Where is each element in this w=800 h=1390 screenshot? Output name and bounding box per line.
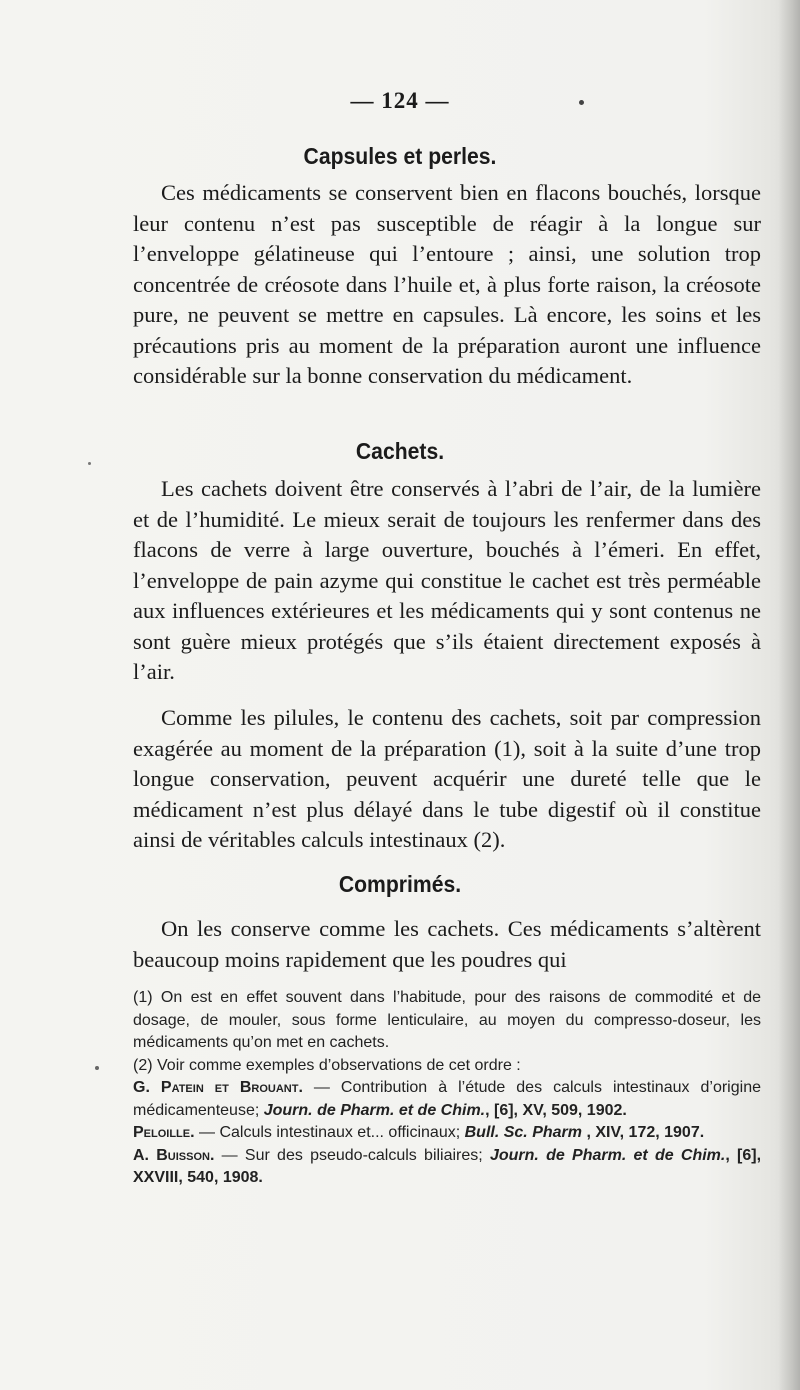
- page-number: — 124 —: [350, 88, 450, 113]
- section-heading-comprimes: Comprimés.: [338, 871, 462, 897]
- reference-journal: Bull. Sc. Pharm: [464, 1124, 582, 1141]
- reference-text: — Sur des pseudo-calculs biliaires;: [214, 1146, 490, 1164]
- reference-journal: Journ. de Pharm. et de Chim.: [263, 1101, 486, 1119]
- footnote-2: (2) Voir comme exemples d’observations de cet ordre :: [133, 1056, 521, 1074]
- reference-buisson: [133, 1145, 761, 1190]
- print-speck: [579, 100, 584, 105]
- reference-text: — Contribution à l’étude des calculs intestinaux d’origine médicamenteuse;: [133, 1079, 761, 1119]
- paragraph-comprimes: On les conserve comme les cachets. Ces médicaments s’altèrent beaucoup moins rapidement que les poudres qui: [133, 916, 761, 972]
- paragraph-cachets-1: Les cachets doivent être conservés à l’abri de l’air, de la lumière et de l’humidité. Le mieux serait de toujours les renfermer dans des flacons de verre à large ouverture, bouchés à l’émeri. En effet, l’enveloppe de pain azyme qui constitue le cachet est très perméable aux influences extérieures et les médicaments qui y sont contenus ne sont guère mieux protégés que s’ils étaient directement exposés à l’air.: [133, 476, 761, 684]
- reference-authors: Peloille.: [133, 1124, 195, 1141]
- footnote-1: (1) On est en effet souvent dans l’habitude, pour des raisons de commodité et de dosage, de mouler, sous forme lenticulaire, au moyen du compresso-doseur, les médicaments qu’on met en cachets.: [133, 989, 761, 1051]
- footnotes: [133, 987, 761, 1190]
- reference-patein: [133, 1077, 761, 1122]
- reference-journal: Journ. de Pharm. et de Chim.: [489, 1146, 726, 1164]
- reference-authors: A. Buisson.: [133, 1146, 215, 1164]
- reference-text: — Calculs intestinaux et... officinaux;: [194, 1124, 465, 1141]
- reference-authors: G. Patein et Brouant.: [133, 1079, 303, 1096]
- print-speck: [95, 1066, 99, 1070]
- section-heading-capsules: Capsules et perles.: [303, 143, 497, 169]
- page-edge-shadow: [778, 0, 800, 1390]
- paragraph-capsules: Ces médicaments se conservent bien en flacons bouchés, lorsque leur contenu n’est pas susceptible de réagir à la longue sur l’enveloppe gélatineuse qui l’entoure ; ainsi, une solution trop concentrée de créosote dans l’huile et, à plus forte raison, la créosote pure, ne peuvent se mettre en capsules. Là encore, les soins et les précautions pris au moment de la préparation auront une influence considérable sur la bonne conservation du médicament.: [133, 180, 761, 388]
- reference-volume: , [6], XV, 509, 1902.: [485, 1101, 627, 1119]
- paragraph-cachets-2: Comme les pilules, le contenu des cachets, soit par compression exagérée au moment de la préparation (1), soit à la suite d’une trop longue conservation, peuvent acquérir une dureté telle que le médicament n’est plus délayé dans le tube digestif où il constitue ainsi de véritables calculs intestinaux (2).: [133, 705, 761, 852]
- reference-volume: , XIV, 172, 1907.: [582, 1124, 705, 1141]
- reference-volume: , [6], XXVIII, 540, 1908.: [133, 1146, 762, 1186]
- reference-peloille: [133, 1122, 761, 1145]
- section-heading-cachets: Cachets.: [355, 438, 445, 464]
